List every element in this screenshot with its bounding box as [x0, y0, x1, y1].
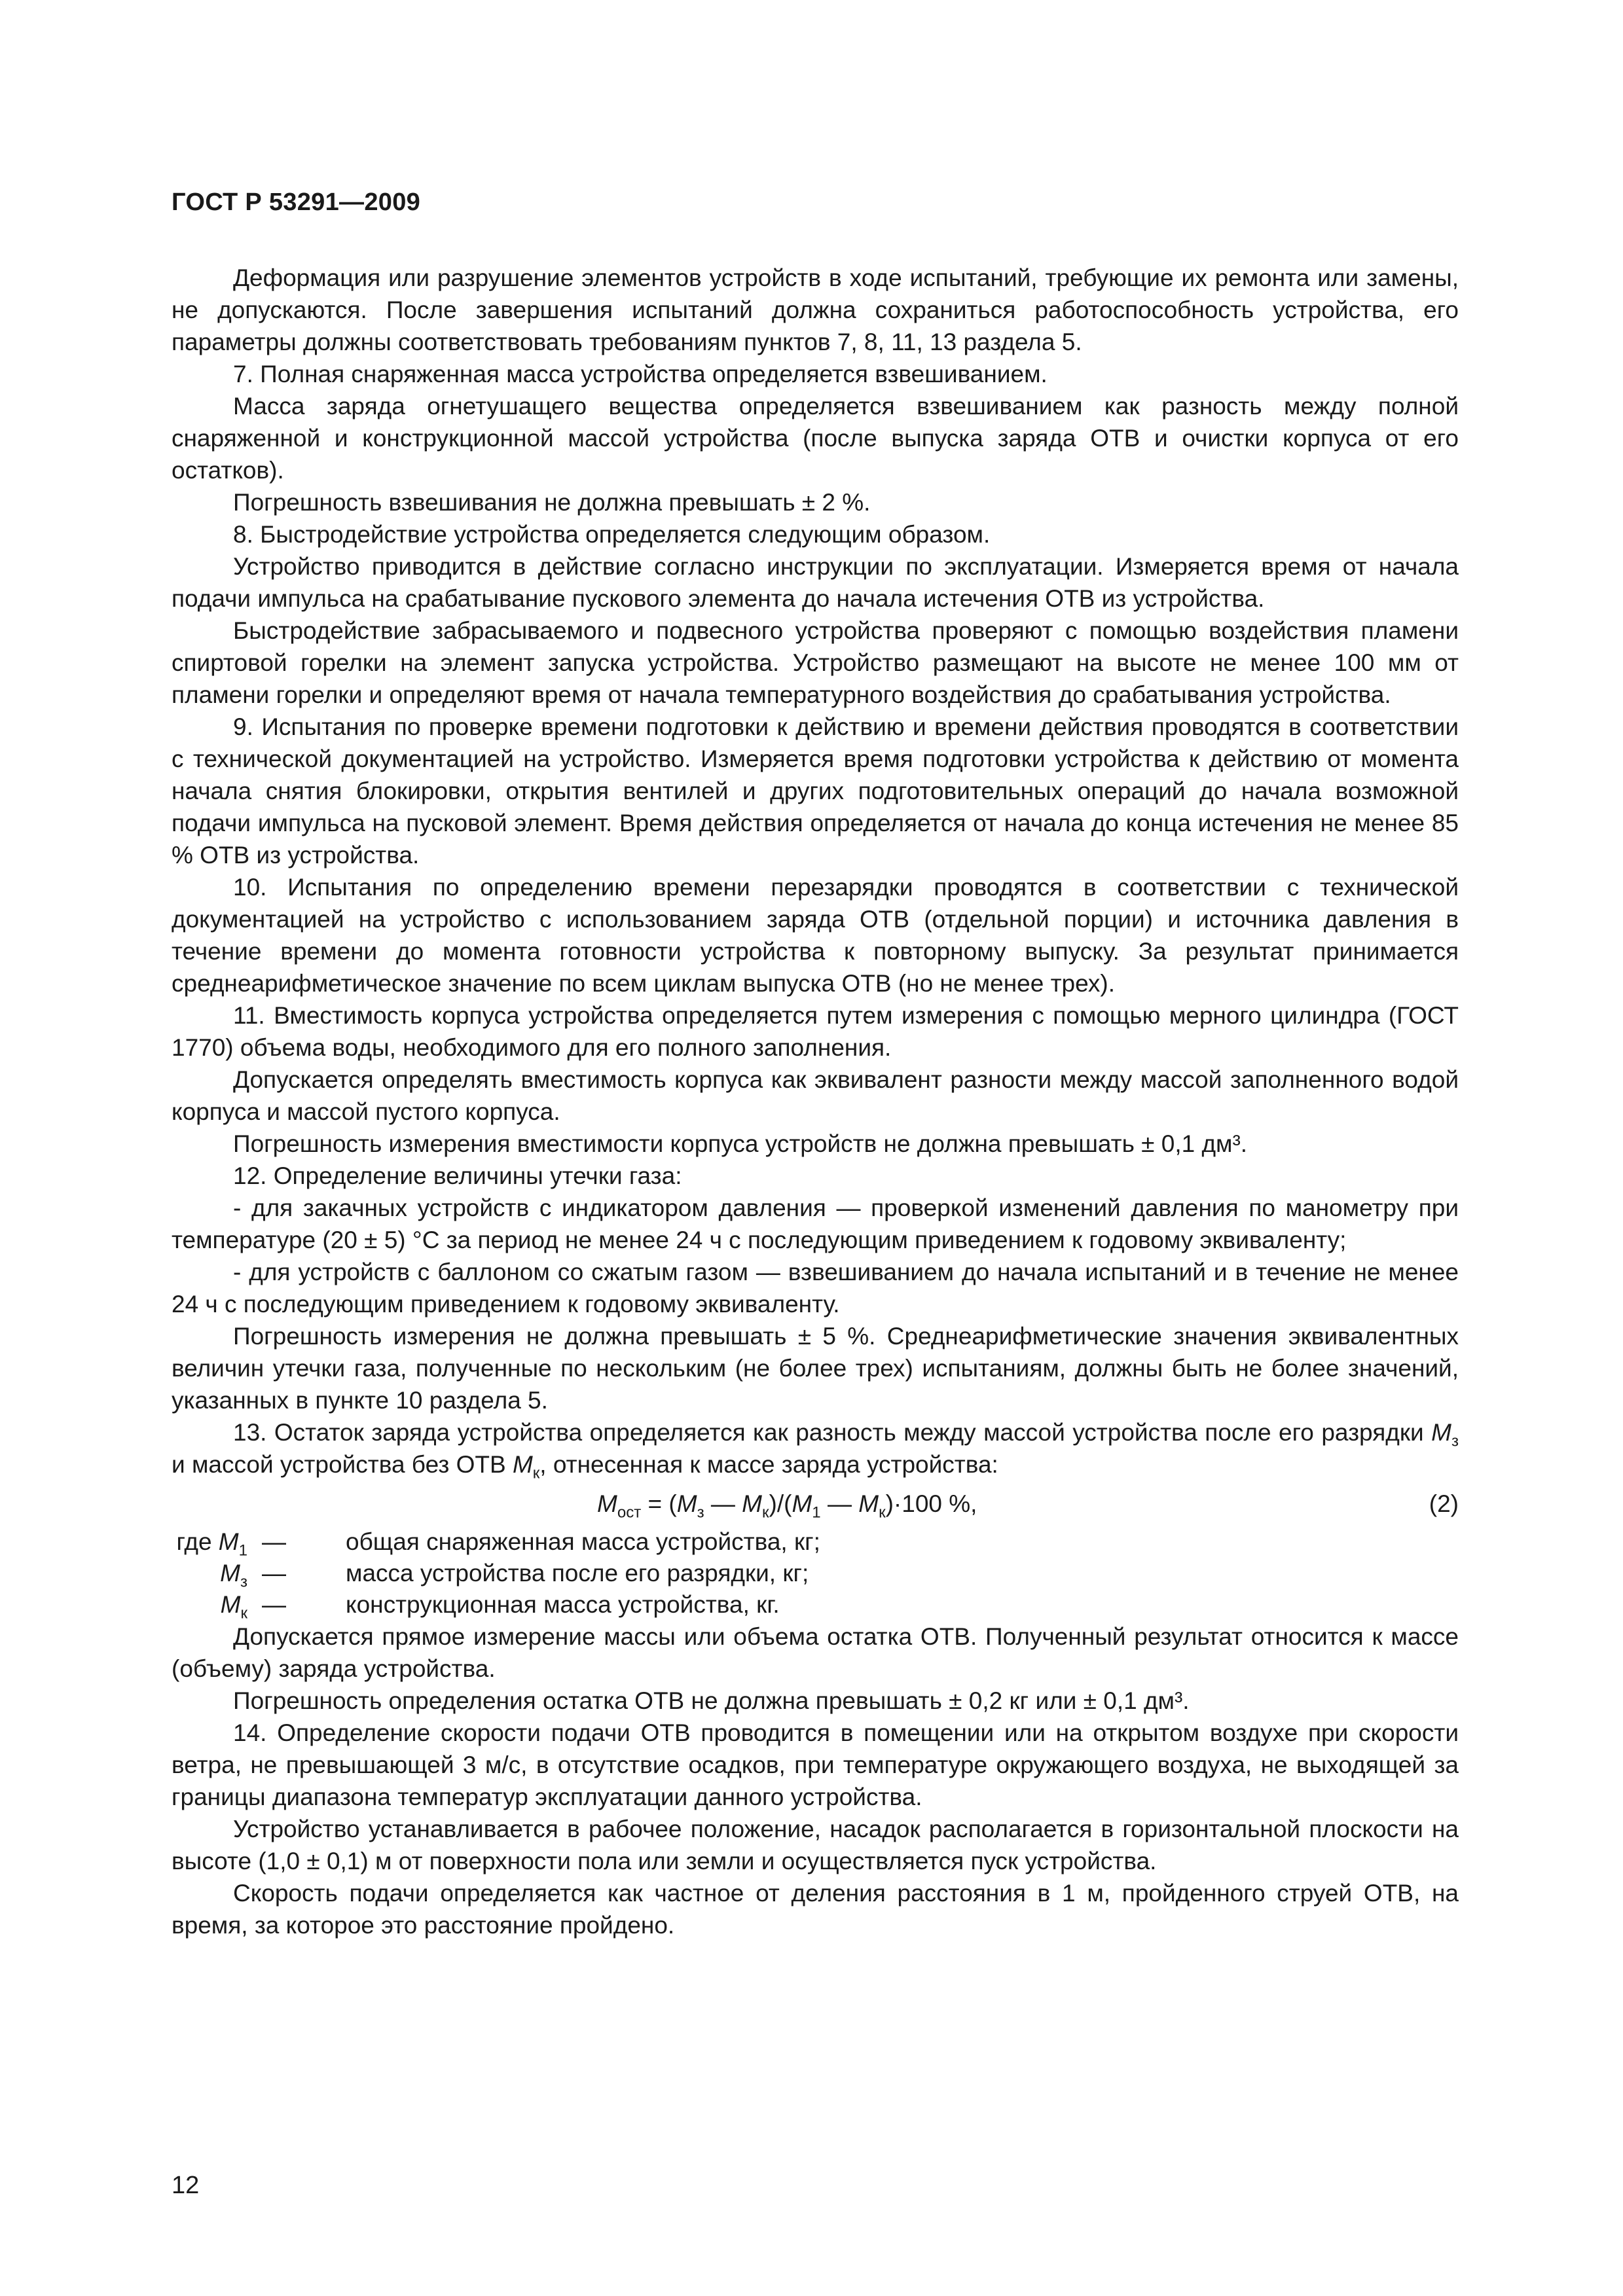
paragraph: 11. Вместимость корпуса устройства определяется путем измерения с помощью мерного цилиндра (ГОСТ 1770) объема воды, необходимого для его полного заполнения.	[172, 1002, 1459, 1061]
page-number: 12	[172, 2172, 200, 2199]
legend-row: $М_з$ — масса устройства после его разрядки, кг;	[220, 1560, 809, 1591]
formula-2	[172, 1483, 1459, 1525]
paragraph: Допускается определять вместимость корпуса как эквивалент разности между массой заполненного водой корпуса и массой пустого корпуса.	[172, 1066, 1459, 1125]
paragraph: Деформация или разрушение элементов устройств в ходе испытаний, требующие их ремонта или замены, не допускаются. После завершения испытаний должна сохраниться работоспособность устройства, его параметры должны соответствовать требованиям пунктов 7, 8, 11, 13 раздела 5.	[172, 264, 1459, 355]
variable-legend	[172, 1526, 1459, 1621]
paragraph: - для закачных устройств с индикатором давления — проверкой изменений давления по манометру при температуре (20 ± 5) °С за период не менее 24 ч с последующим приведением к годовому эквиваленту;	[172, 1194, 1459, 1253]
paragraph: Масса заряда огнетушащего вещества определяется взвешиванием как разность между полной снаряженной и конструкционной массой устройства (после выпуска заряда ОТВ и очистки корпуса от его остатков).	[172, 393, 1459, 484]
paragraph: 10. Испытания по определению времени перезарядки проводятся в соответствии с технической документацией на устройство с использованием заряда ОТВ (отдельной порции) и источника давления в течение времени до момента готовности устройства к повторному выпуску. За результат принимается среднеарифметическое значение по всем циклам выпуска ОТВ (но не менее трех).	[172, 874, 1459, 997]
paragraph: 12. Определение величины утечки газа:	[233, 1162, 682, 1189]
document-body	[172, 262, 1459, 1941]
document-id-header: ГОСТ Р 53291—2009	[172, 188, 421, 216]
paragraph: 14. Определение скорости подачи ОТВ проводится в помещении или на открытом воздухе при скорости ветра, не превышающей 3 м/с, в отсутствие осадков, при температуре окружающего воздуха, не выходящей за границы диапазона температур эксплуатации данного устройства.	[172, 1719, 1459, 1810]
legend-row: где $М_1$ — общая снаряженная масса устройства, кг;	[176, 1528, 820, 1560]
legend-row: $М_к$ — конструкционная масса устройства, кг.	[220, 1591, 780, 1623]
paragraph: Быстродействие забрасываемого и подвесного устройства проверяют с помощью воздействия пламени спиртовой горелки на элемент запуска устройства. Устройство размещают на высоте не менее 100 мм от пламени горелки и определяют время от начала температурного воздействия до срабатывания устройства.	[172, 617, 1459, 708]
formula-expression: $М_{ост} = (М_з$ — $М_к)/(М_1$ — $М_к)\cdot 100$ %,	[597, 1490, 977, 1522]
paragraph: 7. Полная снаряженная масса устройства определяется взвешиванием.	[233, 361, 1048, 387]
paragraph: Погрешность взвешивания не должна превышать ± 2 %.	[233, 489, 871, 516]
paragraph: 9. Испытания по проверке времени подготовки к действию и времени действия проводятся в соответствии с технической документацией на устройство. Измеряется время подготовки устройства к действию от момента начала снятия блокировки, открытия вентилей и других подготовительных операций до начала возможной подачи импульса на пусковой элемент. Время действия определяется от начала до конца истечения не менее 85 % ОТВ из устройства.	[172, 713, 1459, 869]
paragraph: Устройство устанавливается в рабочее положение, насадок располагается в горизонтальной плоскости на высоте (1,0 ± 0,1) м от поверхности пола или земли и осуществляется пуск устройства.	[172, 1816, 1459, 1874]
paragraph: Допускается прямое измерение массы или объема остатка ОТВ. Полученный результат относится к массе (объему) заряда устройства.	[172, 1623, 1459, 1682]
paragraph: Погрешность определения остатка ОТВ не должна превышать ± 0,2 кг или ± 0,1 дм³.	[233, 1687, 1190, 1714]
paragraph: - для устройств с баллоном со сжатым газом — взвешиванием до начала испытаний и в течение не менее 24 ч с последующим приведением к годовому эквиваленту.	[172, 1259, 1459, 1318]
formula-number: (2)	[1429, 1490, 1459, 1517]
paragraph: Скорость подачи определяется как частное от деления расстояния в 1 м, пройденного струей ОТВ, на время, за которое это расстояние пройдено.	[172, 1880, 1459, 1939]
paragraph: 8. Быстродействие устройства определяется следующим образом.	[233, 521, 991, 548]
paragraph-13: 13. Остаток заряда устройства определяется как разность между массой устройства после его разрядки $М_з$ и массой устройства без ОТВ $М_к$, отнесенная к массе заряда устройства:	[172, 1419, 1459, 1482]
paragraph: Устройство приводится в действие согласно инструкции по эксплуатации. Измеряется время от начала подачи импульса на срабатывание пускового элемента до начала истечения ОТВ из устройства.	[172, 553, 1459, 612]
paragraph: Погрешность измерения не должна превышать ± 5 %. Среднеарифметические значения эквивалентных величин утечки газа, полученные по нескольким (не более трех) испытаниям, должны быть не более значений, указанных в пункте 10 раздела 5.	[172, 1323, 1459, 1414]
paragraph: Погрешность измерения вместимости корпуса устройств не должна превышать ± 0,1 дм³.	[233, 1130, 1248, 1157]
